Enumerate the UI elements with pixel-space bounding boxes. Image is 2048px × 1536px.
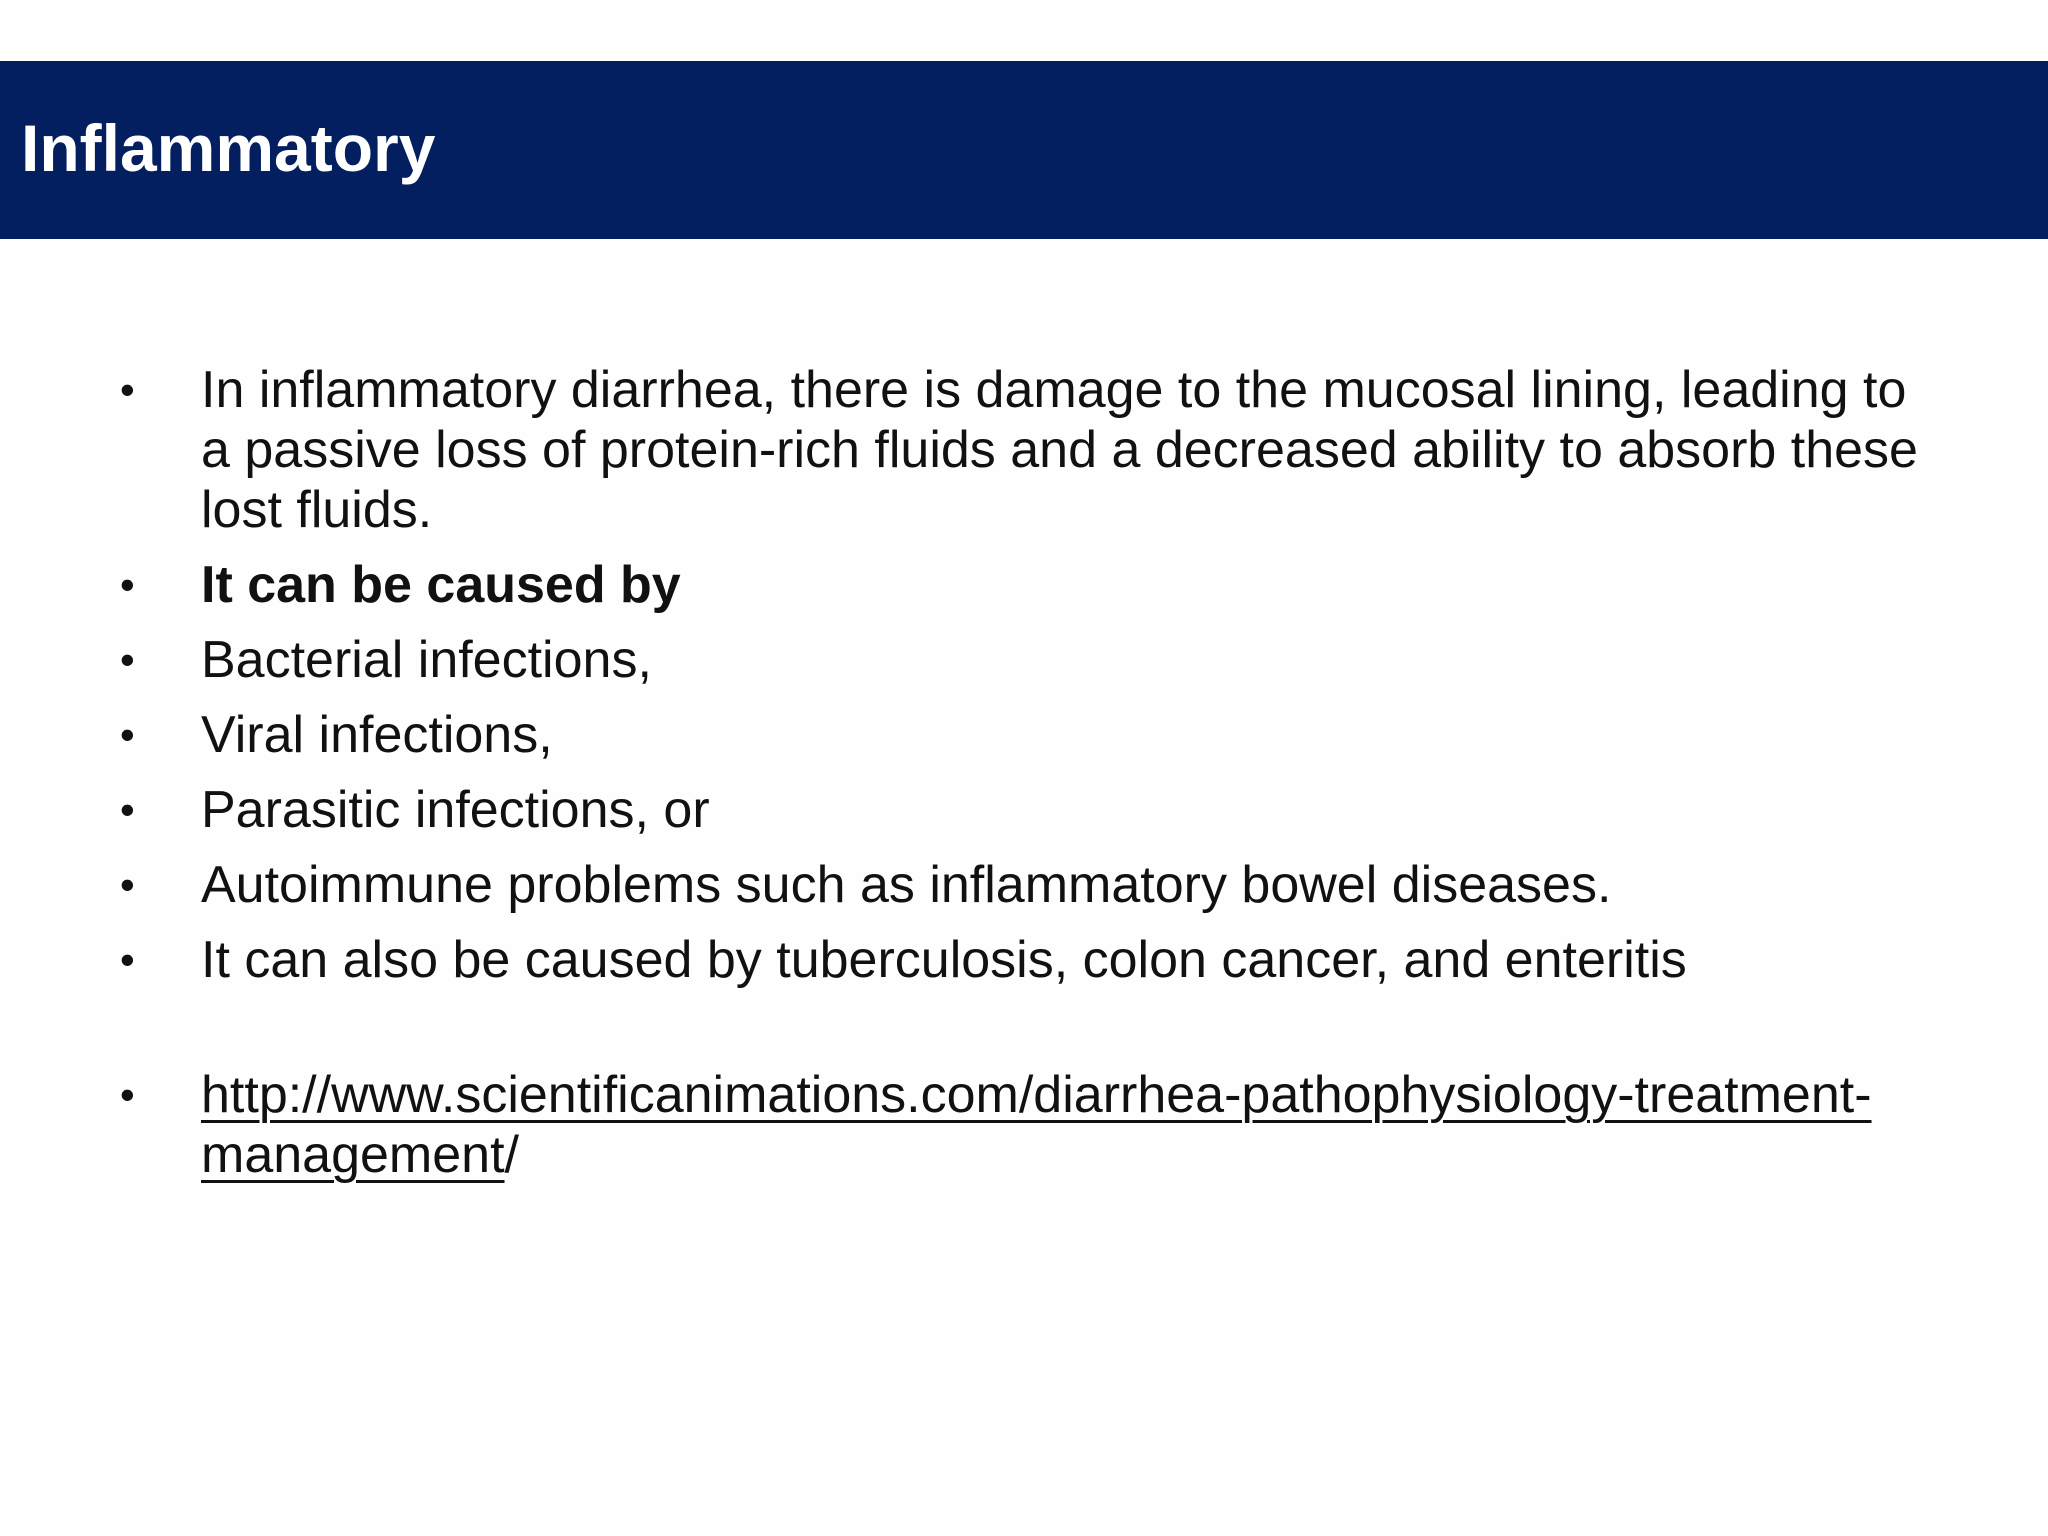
bullet-icon: • bbox=[120, 786, 135, 833]
bullet-icon: • bbox=[120, 1071, 135, 1118]
bullet-text: Parasitic infections, or bbox=[201, 781, 710, 839]
list-item bbox=[120, 855, 1920, 915]
list-item bbox=[120, 630, 1920, 690]
bullet-icon: • bbox=[120, 861, 135, 908]
list-item bbox=[120, 555, 1920, 615]
bullet-list bbox=[120, 360, 1920, 1185]
list-item bbox=[120, 360, 1920, 540]
list-item bbox=[120, 780, 1920, 840]
bullet-text: Viral infections, bbox=[201, 706, 553, 764]
bullet-text: It can also be caused by tuberculosis, colon cancer, and enteritis bbox=[201, 931, 1687, 989]
reference-text bbox=[201, 1066, 1872, 1184]
bullet-text: Autoimmune problems such as inflammatory bowel diseases. bbox=[201, 856, 1612, 914]
list-item bbox=[120, 930, 1920, 990]
bullet-text: It can be caused by bbox=[201, 556, 681, 614]
reference-link[interactable]: http://www.scientificanimations.com/diarrhea-pathophysiology-treatment-management bbox=[201, 1066, 1872, 1184]
reference-trailing-slash: / bbox=[504, 1126, 519, 1184]
bullet-text: In inflammatory diarrhea, there is damage to the mucosal lining, leading to a passive loss of protein-rich fluids and a decreased ability to absorb these lost fluids. bbox=[201, 361, 1918, 539]
slide-title: Inflammatory bbox=[21, 111, 436, 185]
slide-content bbox=[120, 360, 1920, 1200]
reference-item bbox=[120, 1065, 1920, 1185]
list-item bbox=[120, 705, 1920, 765]
bullet-icon: • bbox=[120, 561, 135, 608]
bullet-icon: • bbox=[120, 936, 135, 983]
bullet-icon: • bbox=[120, 636, 135, 683]
bullet-icon: • bbox=[120, 711, 135, 758]
bullet-icon: • bbox=[120, 366, 135, 413]
bullet-text: Bacterial infections, bbox=[201, 631, 652, 689]
